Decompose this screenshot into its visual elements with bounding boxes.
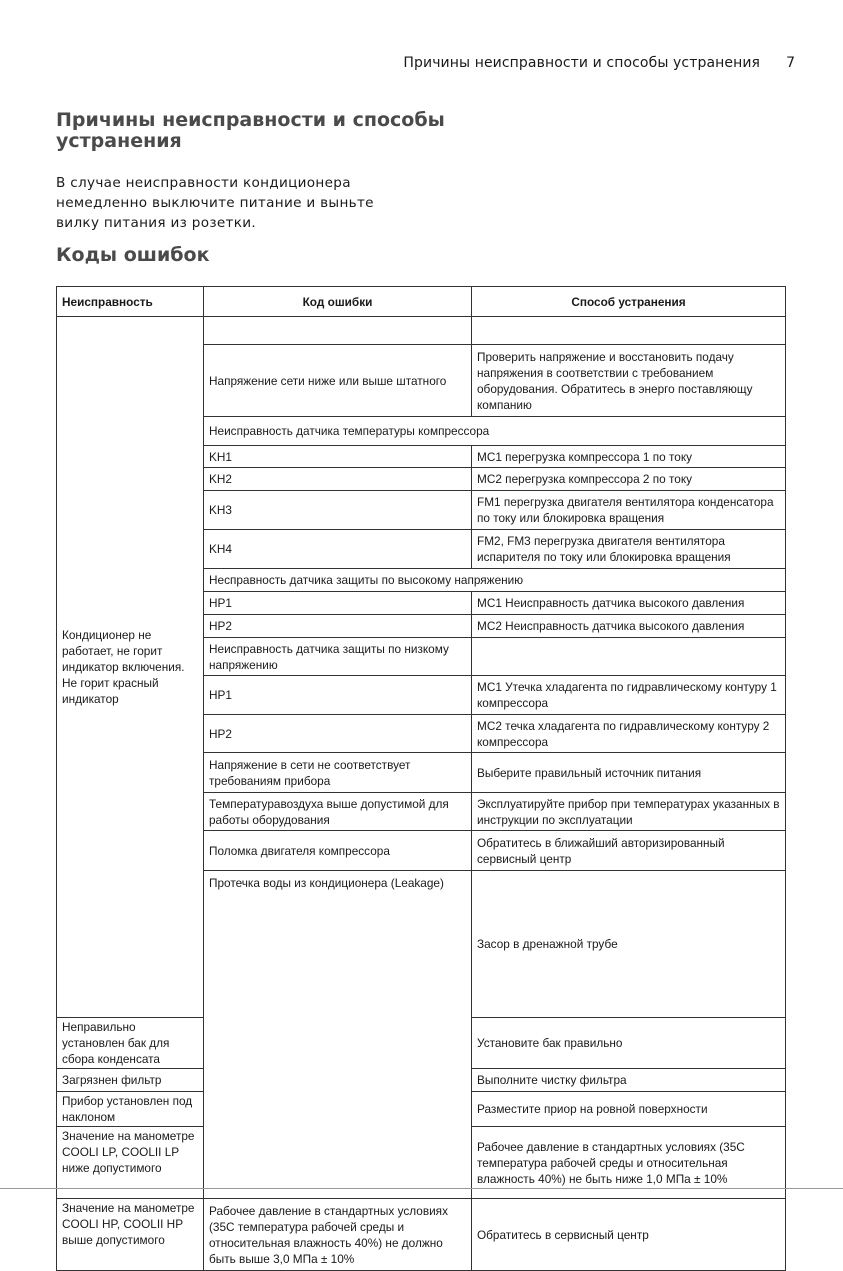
- code-cell: HP2: [204, 615, 472, 638]
- header-solution: Способ устранения: [472, 287, 786, 317]
- solution-cell: Проверить напряжение и восстановить подачу напряжения в соответствии с требованием оборудования. Обратитесь в энерго поставляющу компанию: [472, 345, 786, 417]
- code-cell: Температуравоздуха выше допустимой для работы оборудования: [204, 793, 472, 831]
- code-cell: KH1: [204, 446, 472, 468]
- solution-cell: Выполните чистку фильтра: [472, 1069, 786, 1092]
- solution-cell: MC1 перегрузка компрессора 1 по току: [472, 446, 786, 468]
- error-codes-table: [56, 286, 786, 1271]
- solution-cell: Эксплуатируйте прибор при температурах указанных в инструкции по эксплуатации: [472, 793, 786, 831]
- code-cell: KH3: [204, 491, 472, 530]
- solution-cell: Обратитесь в сервисный центр: [472, 1199, 786, 1271]
- code-cell: Напряжение сети ниже или выше штатного: [204, 345, 472, 417]
- solution-cell: MC1 Утечка хладагента по гидравлическому контуру 1 компрессора: [472, 676, 786, 715]
- fault-high-pressure: Значение на манометре COOLI HP, COOLII HP выше допустимого: [57, 1199, 204, 1271]
- code-cell: Загрязнен фильтр: [57, 1069, 204, 1092]
- table-row: [57, 317, 786, 345]
- running-header-title: Причины неисправности и способы устранения: [403, 55, 761, 71]
- code-cell: KH4: [204, 530, 472, 569]
- solution-cell: Выберите правильный источник питания: [472, 753, 786, 793]
- fault-low-pressure: Значение на манометре COOLI LP, COOLII LP ниже допустимого: [57, 1127, 204, 1199]
- solution-cell: [472, 638, 786, 676]
- code-cell: Напряжение в сети не соответствует требованиям прибора: [204, 753, 472, 793]
- code-cell: Неправильно установлен бак для сбора конденсата: [57, 1018, 204, 1069]
- subheader-cell: Несправность датчика защиты по высокому напряжению: [204, 569, 786, 592]
- fault-water-leak: Протечка воды из кондиционера (Leakage): [204, 871, 472, 1199]
- solution-cell: MC2 течка хладагента по гидравлическому контуру 2 компрессора: [472, 715, 786, 753]
- solution-cell: Установите бак правильно: [472, 1018, 786, 1069]
- solution-cell: MC1 Неисправность датчика высокого давления: [472, 592, 786, 615]
- table-row: [57, 1199, 786, 1271]
- code-cell: Прибор установлен под наклоном: [57, 1092, 204, 1127]
- solution-cell: [472, 317, 786, 345]
- code-cell: Засор в дренажной трубе: [472, 871, 786, 1018]
- code-cell: Неисправность датчика защиты по низкому напряжению: [204, 638, 472, 676]
- solution-cell: MC2 Неисправность датчика высокого давления: [472, 615, 786, 638]
- code-cell: HP2: [204, 715, 472, 753]
- solution-cell: Разместите приор на ровной поверхности: [472, 1092, 786, 1127]
- solution-cell: FM2, FM3 перегрузка двигателя вентилятора испарителя по току или блокировка вращения: [472, 530, 786, 569]
- error-codes-title: Коды ошибок: [56, 244, 210, 266]
- code-cell: Рабочее давление в стандартных условиях (35С температура рабочей среды и относительная влажность 40%) не быть ниже 1,0 МПа ± 10%: [472, 1127, 786, 1199]
- header-error-code: Код ошибки: [204, 287, 472, 317]
- code-cell: HP1: [204, 592, 472, 615]
- solution-cell: FM1 перегрузка двигателя вентилятора конденсатора по току или блокировка вращения: [472, 491, 786, 530]
- section-title: Причины неисправности и способы устранения: [56, 109, 445, 152]
- code-cell: Поломка двигателя компрессора: [204, 831, 472, 871]
- solution-cell: MC2 перегрузка компрессора 2 по току: [472, 468, 786, 491]
- code-cell: [204, 317, 472, 345]
- solution-cell: Обратитесь в ближайший авторизированный сервисный центр: [472, 831, 786, 871]
- intro-paragraph: В случае неисправности кондиционера немедленно выключите питание и выньте вилку питания из розетки.: [56, 175, 374, 231]
- code-cell: KH2: [204, 468, 472, 491]
- code-cell: HP1: [204, 676, 472, 715]
- running-header: [403, 55, 795, 71]
- page-number: 7: [786, 55, 795, 71]
- subheader-cell: Неисправность датчика температуры компрессора: [204, 417, 786, 446]
- header-fault: Неисправность: [57, 287, 204, 317]
- code-cell: Рабочее давление в стандартных условиях (35С температура рабочей среды и относительная влажность 40%) не должно быть выше 3,0 МПа ± 10%: [204, 1199, 472, 1271]
- table-header-row: [57, 287, 786, 317]
- page-bottom-divider: [0, 1188, 843, 1189]
- fault-power-indicator: Кондиционер не работает, не горит индикатор включения. Не горит красный индикатор: [57, 317, 204, 1018]
